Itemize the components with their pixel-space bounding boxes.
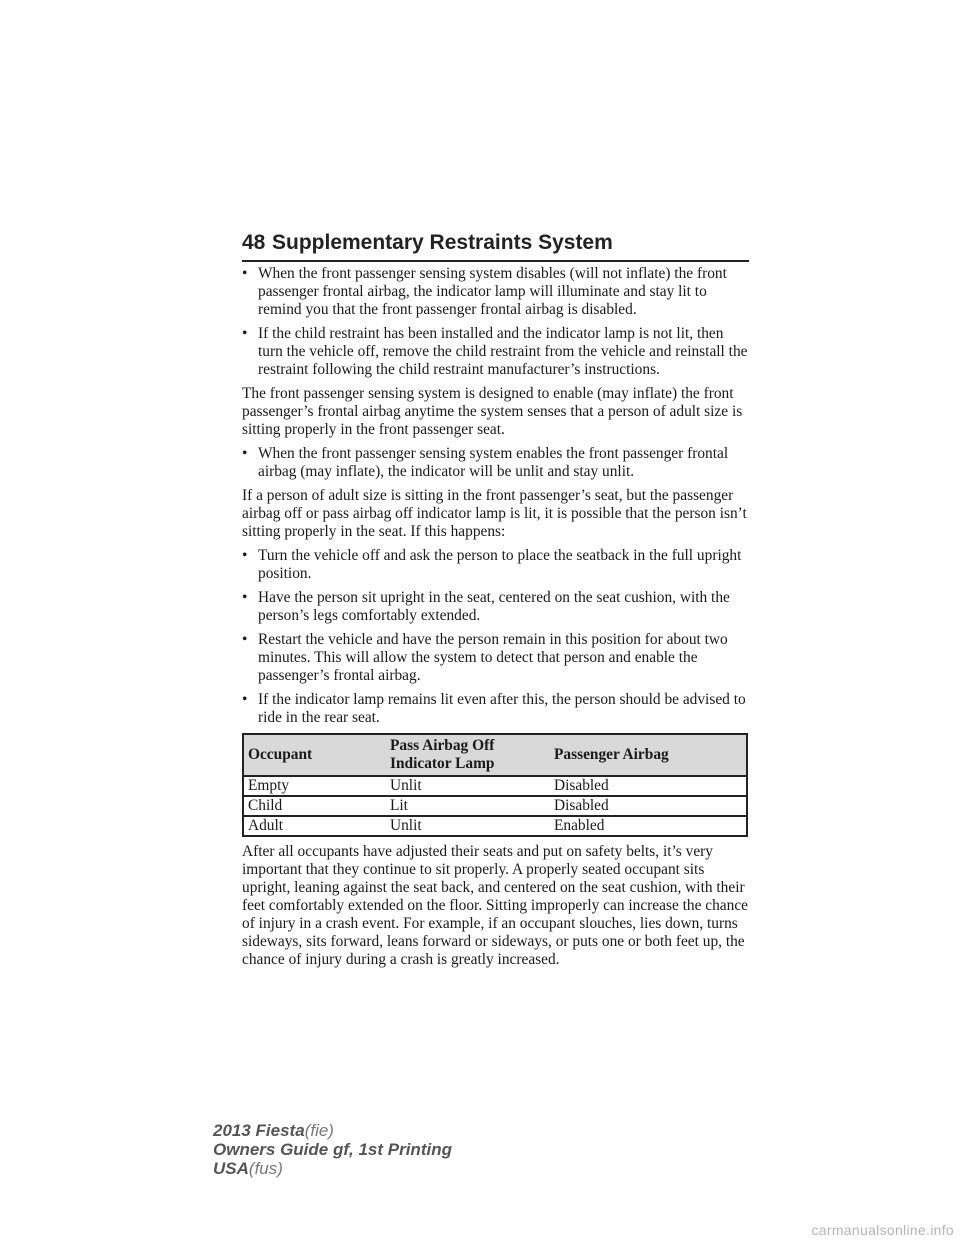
list-item xyxy=(242,325,749,379)
table-header-row xyxy=(243,734,747,776)
bullet-text: If the child restraint has been installed and the indicator lamp is not lit, then turn the vehicle off, remove the child restraint from the vehicle and reinstall the restraint following the child restraint manufacturer’s instructions. xyxy=(258,325,748,378)
occupant-airbag-table xyxy=(242,733,748,837)
page-number: 48 xyxy=(242,231,266,254)
header-occupant: Occupant xyxy=(243,734,386,776)
bullet-glyph: • xyxy=(242,325,248,342)
footer-line xyxy=(213,1159,452,1178)
footer-line xyxy=(213,1121,452,1140)
bullet-glyph: • xyxy=(242,589,248,606)
footer-market: USA xyxy=(213,1159,249,1178)
footer-model-code: (fie) xyxy=(304,1121,334,1140)
page-content xyxy=(242,265,749,975)
list-item xyxy=(242,589,749,625)
section-title: Supplementary Restraints System xyxy=(272,231,613,254)
bullet-text: Turn the vehicle off and ask the person to place the seatback in the full upright position. xyxy=(258,547,742,582)
footer-line xyxy=(213,1140,452,1159)
cell-lamp: Unlit xyxy=(386,816,550,836)
list-item xyxy=(242,547,749,583)
list-item xyxy=(242,691,749,727)
bullet-glyph: • xyxy=(242,631,248,648)
bullet-text: If the indicator lamp remains lit even after this, the person should be advised to ride in the rear seat. xyxy=(258,691,746,726)
document-footer xyxy=(213,1121,452,1178)
table-row xyxy=(243,796,747,816)
footer-guide: Owners Guide gf, 1st Printing xyxy=(213,1140,452,1159)
bullet-glyph: • xyxy=(242,445,248,462)
footer-market-code: (fus) xyxy=(248,1159,283,1178)
watermark: carmanualsonline.info xyxy=(811,1222,954,1238)
paragraph: The front passenger sensing system is designed to enable (may inflate) the front passenger’s frontal airbag anytime the system senses that a person of adult size is sitting properly in the front passenger seat. xyxy=(242,385,743,438)
list-item xyxy=(242,631,749,685)
bullet-glyph: • xyxy=(242,547,248,564)
paragraph: If a person of adult size is sitting in the front passenger’s seat, but the passenger airbag off or pass airbag off indicator lamp is lit, it is possible that the person isn’t sitting properly in the seat. If this happens: xyxy=(242,487,747,540)
bullet-glyph: • xyxy=(242,691,248,708)
page-header xyxy=(242,228,749,262)
footer-model: 2013 Fiesta xyxy=(213,1121,305,1140)
cell-occupant: Child xyxy=(243,796,386,816)
cell-occupant: Empty xyxy=(243,776,386,796)
cell-occupant: Adult xyxy=(243,816,386,836)
bullet-glyph: • xyxy=(242,265,248,282)
cell-airbag: Disabled xyxy=(550,796,747,816)
bullet-text: Restart the vehicle and have the person remain in this position for about two minutes. This will allow the system to detect that person and enable the passenger’s frontal airbag. xyxy=(258,631,728,684)
table-row xyxy=(243,776,747,796)
bullet-text: When the front passenger sensing system disables (will not inflate) the front passenger frontal airbag, the indicator lamp will illuminate and stay lit to remind you that the front passenger frontal airbag is disabled. xyxy=(258,265,727,318)
list-item xyxy=(242,265,749,319)
list-item xyxy=(242,445,749,481)
cell-airbag: Disabled xyxy=(550,776,747,796)
header-indicator-lamp: Pass Airbag Off Indicator Lamp xyxy=(386,734,550,776)
paragraph: After all occupants have adjusted their seats and put on safety belts, it’s very important that they continue to sit properly. A properly seated occupant sits upright, leaning against the seat back, and centered on the seat cushion, with their feet comfortably extended on the floor. Sitting improperly can increase the chance of injury in a crash event. For example, if an occupant slouches, lies down, turns sideways, sits forward, leans forward or sideways, or puts one or both feet up, the chance of injury during a crash is greatly increased. xyxy=(242,843,748,968)
cell-lamp: Lit xyxy=(386,796,550,816)
cell-lamp: Unlit xyxy=(386,776,550,796)
header-passenger-airbag: Passenger Airbag xyxy=(550,734,747,776)
bullet-text: Have the person sit upright in the seat, centered on the seat cushion, with the person’s legs comfortably extended. xyxy=(258,589,730,624)
cell-airbag: Enabled xyxy=(550,816,747,836)
bullet-text: When the front passenger sensing system enables the front passenger frontal airbag (may inflate), the indicator will be unlit and stay unlit. xyxy=(258,445,729,480)
table-row xyxy=(243,816,747,836)
